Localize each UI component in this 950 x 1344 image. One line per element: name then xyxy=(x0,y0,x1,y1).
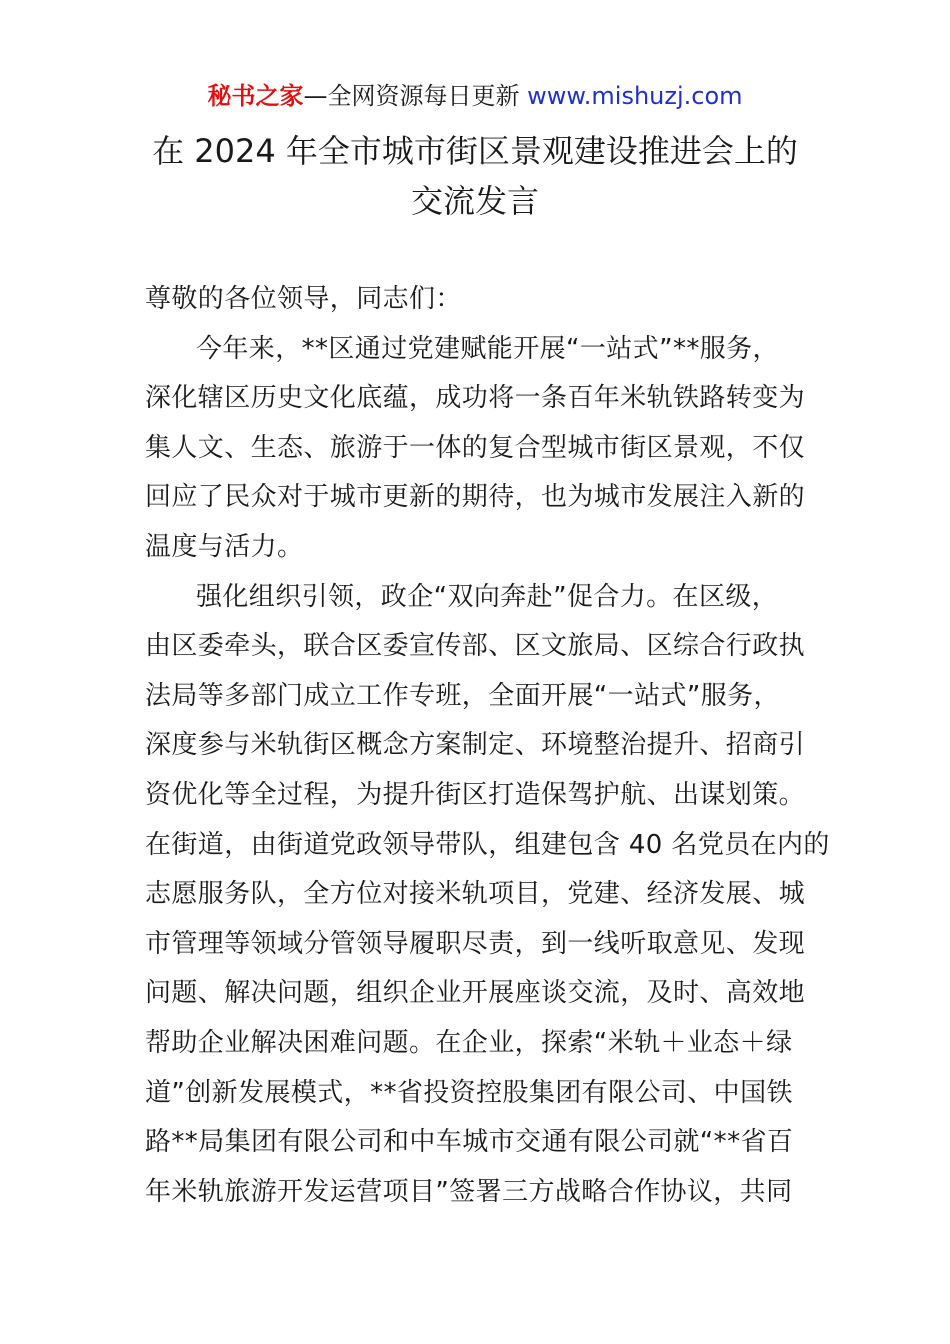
body-line: 法局等多部门成立工作专班，全面开展“一站式”服务， xyxy=(145,680,780,711)
body-line: 道”创新发展模式，**省投资控股集团有限公司、中国铁 xyxy=(145,1077,793,1108)
body-line: 市管理等领域分管领导履职尽责，到一线听取意见、发现 xyxy=(145,928,806,959)
site-header-banner xyxy=(0,80,950,112)
body-line: 强化组织引领，政企“双向奔赴”促合力。在区级， xyxy=(196,581,779,612)
body-line: 志愿服务队，全方位对接米轨项目，党建、经济发展、城 xyxy=(145,879,806,910)
document-title xyxy=(0,126,950,226)
body-line: 集人文、生态、旅游于一体的复合型城市街区景观，不仅 xyxy=(145,432,806,463)
body-line: 路**局集团有限公司和中车城市交通有限公司就“**省百 xyxy=(145,1127,794,1158)
salutation: 尊敬的各位领导，同志们： xyxy=(145,284,462,314)
body-line: 回应了民众对于城市更新的期待，也为城市发展注入新的 xyxy=(145,482,806,513)
site-tagline: —全网资源每日更新 xyxy=(303,82,528,110)
body-line: 在街道，由街道党政领导带队，组建包含 40 名党员在内的 xyxy=(145,829,830,860)
body-line: 帮助企业解决困难问题。在企业，探索“米轨＋业态＋绿 xyxy=(145,1027,793,1058)
body-line: 由区委牵头，联合区委宣传部、区文旅局、区综合行政执 xyxy=(145,631,806,662)
body-line: 深度参与米轨街区概念方案制定、环境整治提升、招商引 xyxy=(145,730,806,761)
title-line-1: 在 2024 年全市城市街区景观建设推进会上的 xyxy=(152,132,798,170)
body-line: 资优化等全过程，为提升街区打造保驾护航、出谋划策。 xyxy=(145,779,806,810)
body-line: 年米轨旅游开发运营项目”签署三方战略合作协议，共同 xyxy=(145,1176,793,1207)
title-line-2: 交流发言 xyxy=(410,182,539,220)
site-brand: 秘书之家 xyxy=(207,82,304,110)
body-line: 今年来，**区通过党建赋能开展“一站式”**服务， xyxy=(196,333,779,364)
site-url-link[interactable]: www.mishuzj.com xyxy=(527,82,743,110)
body-line: 温度与活力。 xyxy=(145,531,304,562)
body-line: 问题、解决问题，组织企业开展座谈交流，及时、高效地 xyxy=(145,978,806,1009)
document-body xyxy=(145,275,830,1217)
body-line: 深化辖区历史文化底蕴，成功将一条百年米轨铁路转变为 xyxy=(145,383,806,414)
